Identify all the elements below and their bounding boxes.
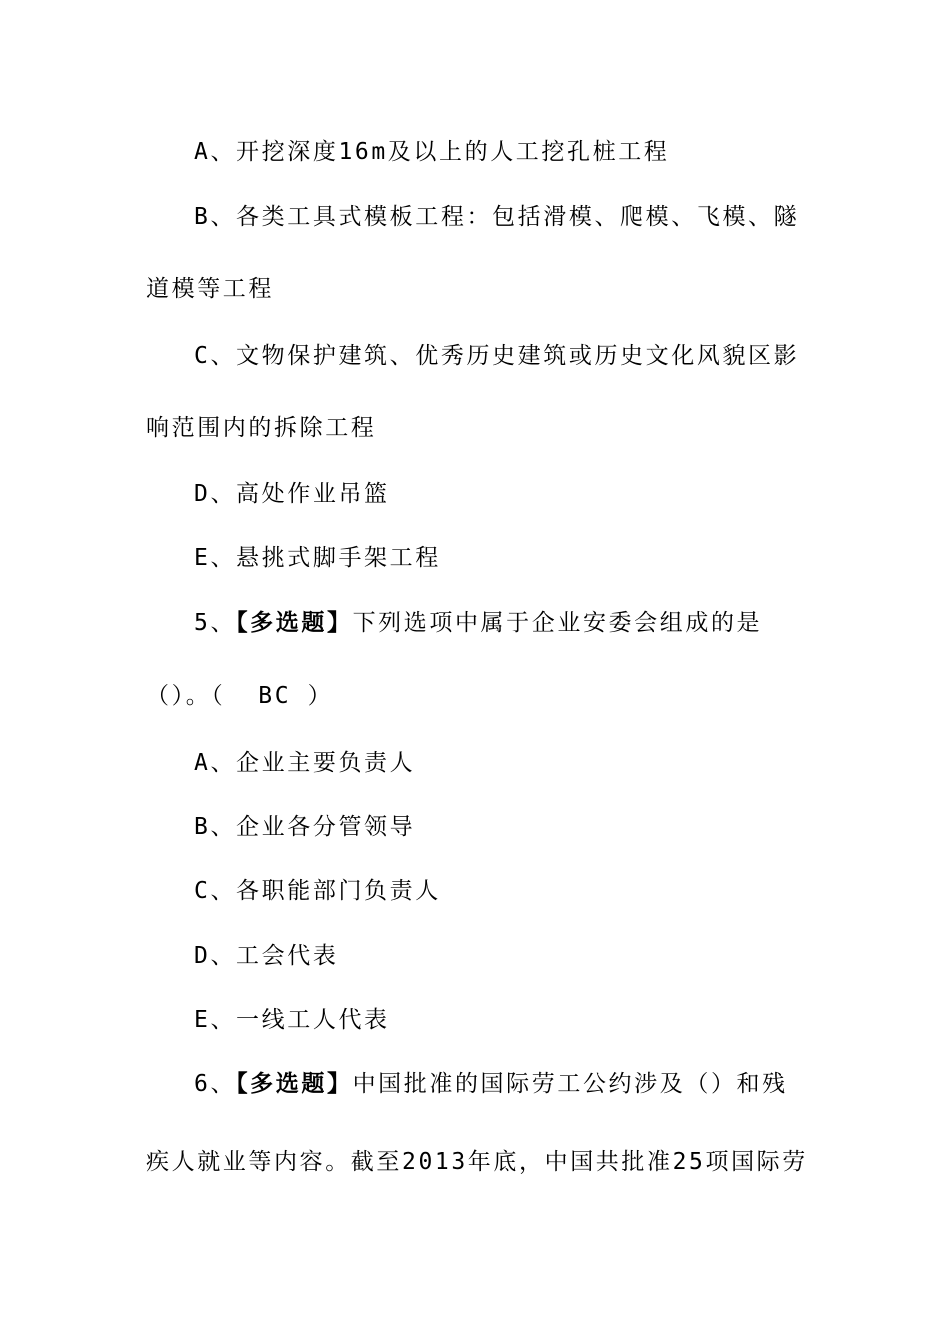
- q4-option-b-line1: B、各类工具式模板工程：包括滑模、爬模、飞模、隧: [194, 204, 800, 230]
- q6-separator: 、: [210, 1071, 237, 1097]
- q5-option-d: D、工会代表: [194, 943, 339, 969]
- q5-option-c: C、各职能部门负责人: [194, 878, 441, 904]
- q4-option-d: D、高处作业吊篮: [194, 481, 390, 507]
- q6-number: 6: [194, 1071, 211, 1097]
- q5-stem-text: 下列选项中属于企业安委会组成的是: [352, 610, 763, 636]
- q5-option-e: E、一线工人代表: [194, 1007, 390, 1033]
- q4-option-a: A、开挖深度16m及以上的人工挖孔桩工程: [194, 139, 670, 165]
- q5-number: 5: [194, 610, 211, 636]
- q6-type-label: 【多选题】: [236, 1071, 353, 1097]
- q5-separator: 、: [210, 610, 237, 636]
- q5-stem-line1: [194, 608, 762, 638]
- q5-stem-line2-answer: （）。（ BC ）: [146, 683, 334, 709]
- q4-option-e: E、悬挑式脚手架工程: [194, 545, 441, 571]
- q6-stem-line1: [194, 1069, 788, 1099]
- q5-type-label: 【多选题】: [236, 610, 353, 636]
- q6-stem-line2: 疾人就业等内容。截至2013年底，中国共批准25项国际劳: [146, 1149, 808, 1175]
- q5-option-b: B、企业各分管领导: [194, 814, 416, 840]
- q4-option-c-line1: C、文物保护建筑、优秀历史建筑或历史文化风貌区影: [194, 343, 800, 369]
- q4-option-c-line2: 响范围内的拆除工程: [146, 415, 377, 441]
- q6-stem-text: 中国批准的国际劳工公约涉及（）和残: [352, 1071, 788, 1097]
- q4-option-b-line2: 道模等工程: [146, 276, 274, 302]
- q5-option-a: A、企业主要负责人: [194, 750, 416, 776]
